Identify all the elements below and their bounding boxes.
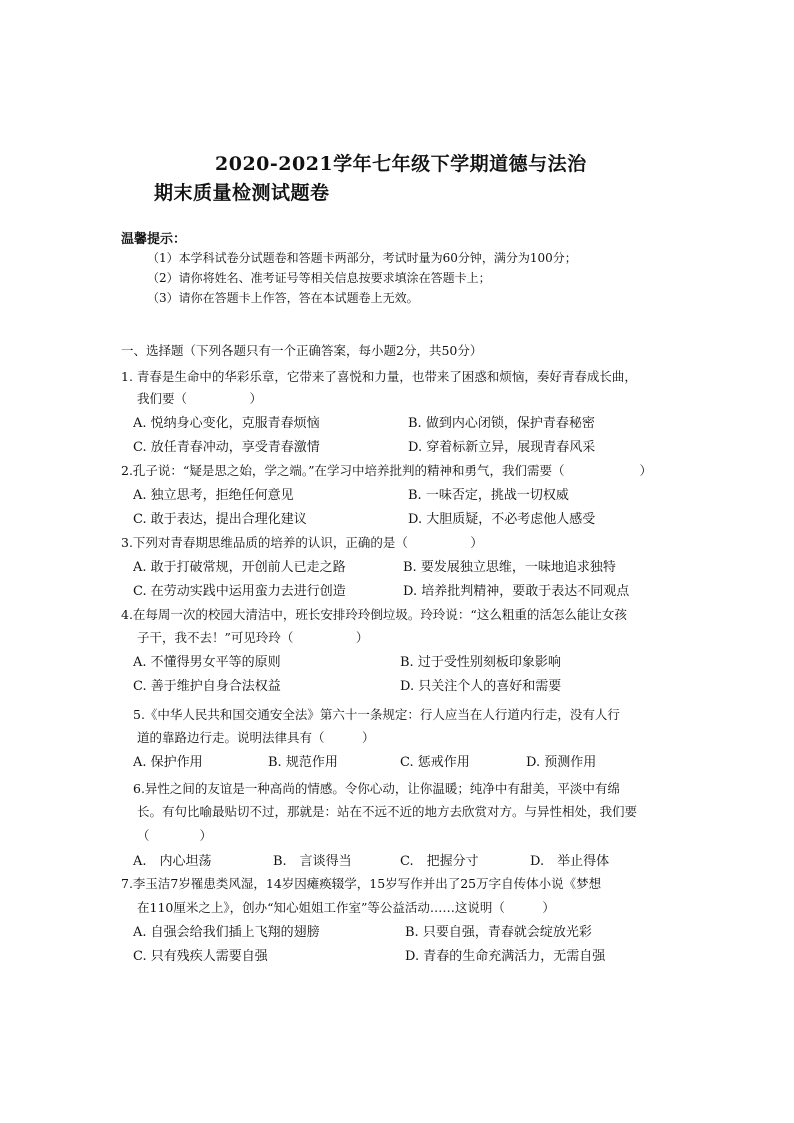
option-d: D. 预测作用 (526, 755, 597, 770)
question-stem: 5.《中华人民共和国交通安全法》第六十一条规定：行人应当在人行道内行走，没有人行 (133, 707, 620, 722)
option-c: C. 把握分寸 (400, 854, 479, 869)
option-c: C. 惩戒作用 (400, 755, 470, 770)
exam-title-line-2: 期末质量检测试题卷 (154, 182, 330, 204)
option-b: B. 只要自强，青春就会绽放光彩 (405, 925, 592, 940)
option-d: D. 青春的生命充满活力，无需自强 (405, 949, 606, 964)
option-d: D. 大胆质疑，不必考虑他人感受 (408, 512, 596, 527)
option-b: B. 规范作用 (268, 755, 338, 770)
option-c: C. 放任青春冲动，享受青春激情 (133, 440, 320, 455)
question-stem: 3.下列对青春期思维品质的培养的认识，正确的是（ ） (121, 535, 483, 550)
option-b: B. 一味否定，挑战一切权威 (408, 488, 569, 503)
section-heading: 一、选择题（下列各题只有一个正确答案，每小题2分，共50分） (121, 343, 483, 358)
question-stem: 2.孔子说：“疑是思之始，学之端。”在学习中培养批判的精神和勇气，我们需要（ ） (121, 463, 652, 478)
option-c: C. 只有残疾人需要自强 (133, 949, 268, 964)
question-stem: 子干，我不去！”可见玲玲（ ） (137, 630, 369, 645)
question-stem: 道的靠路边行走。说明法律具有（ ） (137, 730, 375, 745)
option-d: D. 举止得体 (530, 854, 610, 869)
question-stem: 1. 青春是生命中的华彩乐章，它带来了喜悦和力量，也带来了困惑和烦恼，奏好青春成长曲， (121, 369, 637, 384)
option-d: D. 穿着标新立异，展现青春风采 (408, 440, 596, 455)
option-d: D. 只关注个人的喜好和需要 (400, 679, 562, 694)
option-a: A. 不懂得男女平等的原则 (133, 655, 281, 670)
option-b: B. 过于受性别刻板印象影响 (400, 655, 561, 670)
tip-item: （1）本学科试卷分试题卷和答题卡两部分，考试时量为60分钟，满分为100分； (147, 251, 577, 265)
question-stem: 长。有句比喻最贴切不过，那就是：站在不远不近的地方去欣赏对方。与异性相处，我们要 (137, 804, 638, 819)
option-a: A. 内心坦荡 (133, 854, 212, 869)
option-b: B. 做到内心闭锁，保护青春秘密 (408, 416, 595, 431)
option-b: B. 言谈得当 (273, 854, 352, 869)
question-stem: 4.在每周一次的校园大清洁中，班长安排玲玲倒垃圾。玲玲说：“这么粗重的活怎么能让女孩 (121, 607, 627, 622)
question-stem: 6.异性之间的友谊是一种高尚的情感。令你心动，让你温暖；纯净中有甜美，平淡中有绵 (133, 781, 620, 796)
option-c: C. 善于维护自身合法权益 (133, 679, 281, 694)
option-a: A. 保护作用 (133, 755, 203, 770)
option-a: A. 敢于打破常规，开创前人已走之路 (133, 560, 346, 575)
option-a: A. 独立思考，拒绝任何意见 (133, 488, 294, 503)
question-stem: 在110厘米之上》，创办“知心姐姐工作室”等公益活动……这说明（ ） (137, 900, 555, 915)
question-stem: 我们要（ ） (137, 391, 263, 406)
tip-item: （3）请你在答题卡上作答，答在本试题卷上无效。 (147, 291, 419, 305)
tips-heading: 温馨提示： (121, 232, 187, 247)
question-stem: （ ） (137, 828, 213, 843)
option-b: B. 要发展独立思维，一味地追求独特 (403, 560, 616, 575)
option-c: C. 在劳动实践中运用蛮力去进行创造 (133, 584, 346, 599)
option-a: A. 自强会给我们插上飞翔的翅膀 (133, 925, 320, 940)
tip-item: （2）请你将姓名、准考证号等相关信息按要求填涂在答题卡上； (147, 271, 491, 285)
option-c: C. 敢于表达，提出合理化建议 (133, 512, 307, 527)
question-stem: 7.李玉洁7岁罹患类风湿，14岁因瘫痪辍学，15岁写作并出了25万字自传体小说《梦想 (121, 876, 602, 891)
option-d: D. 培养批判精神，要敢于表达不同观点 (403, 584, 630, 599)
option-a: A. 悦纳身心变化，克服青春烦恼 (133, 416, 320, 431)
exam-title-line-1: 2020-2021学年七年级下学期道德与法治 (215, 153, 587, 175)
